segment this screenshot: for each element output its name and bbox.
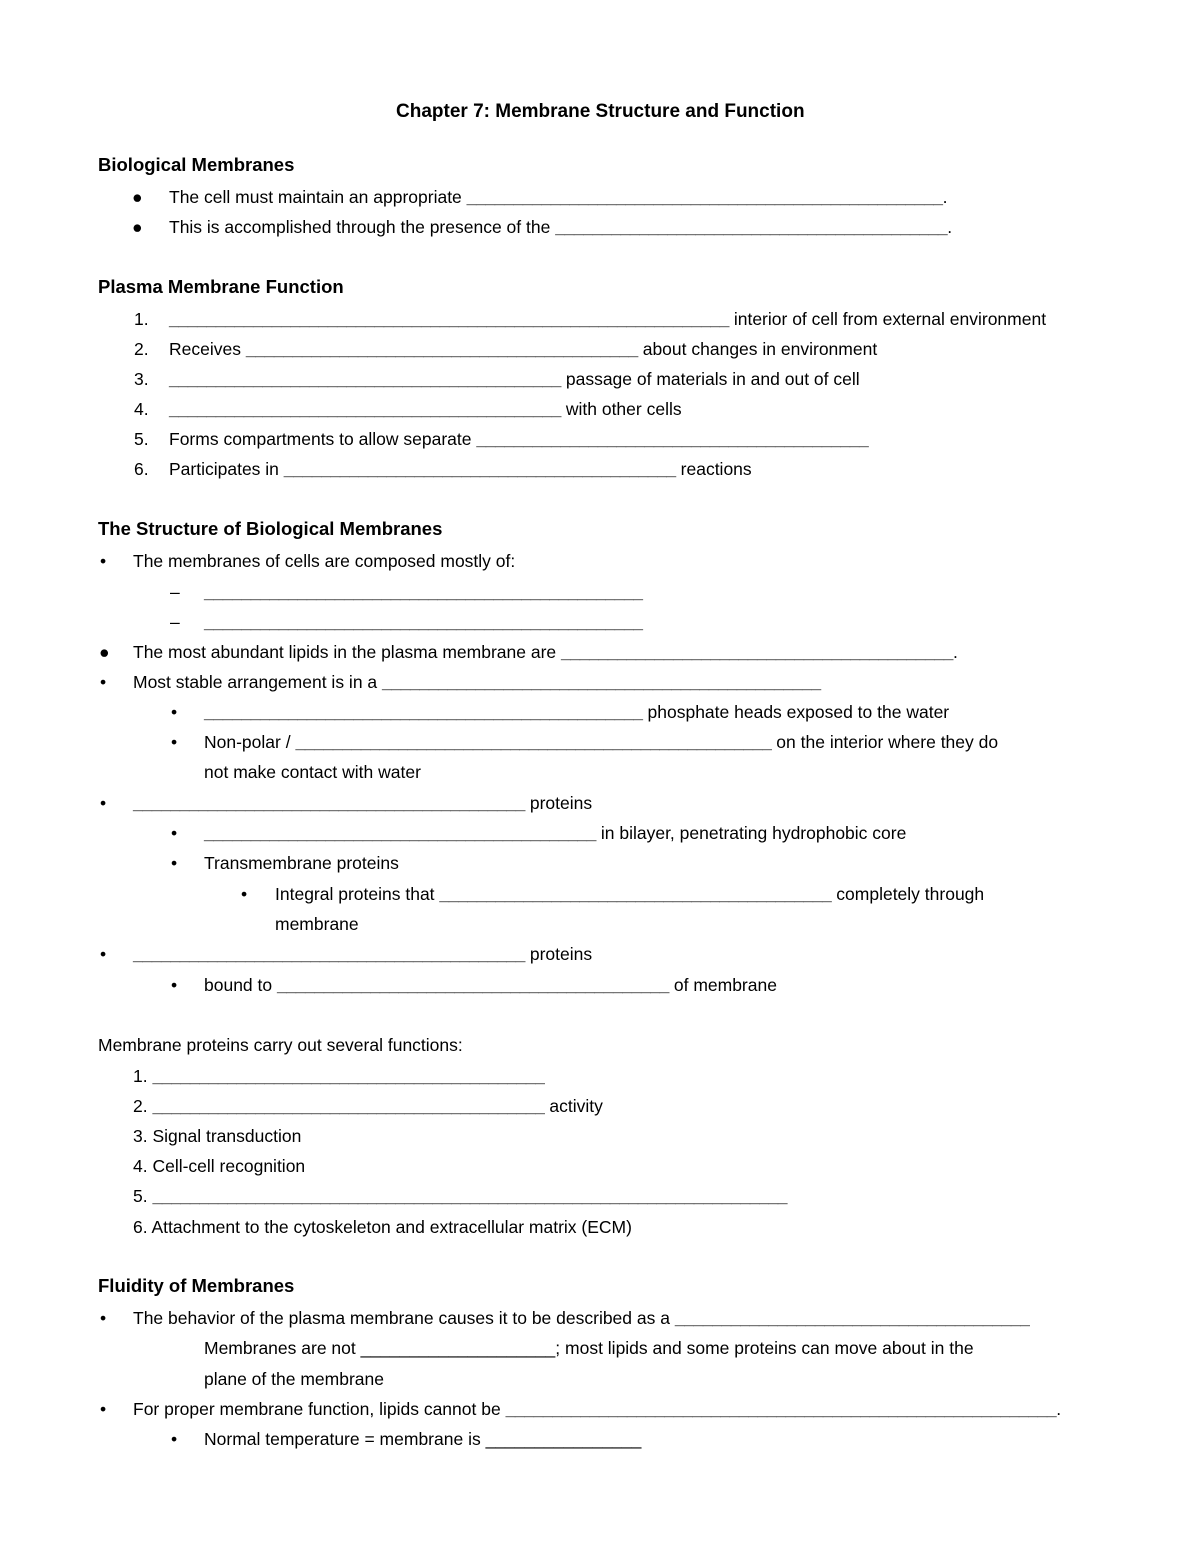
bullet: • — [171, 1429, 178, 1449]
bullet: • — [241, 884, 248, 904]
list-item: Normal temperature = membrane is ________________ — [204, 1429, 642, 1449]
list-item: This is accomplished through the presence of the __________________________________________. — [169, 217, 953, 237]
list-item: __________________________________________ proteins — [133, 944, 593, 964]
page-title: Chapter 7: Membrane Structure and Function — [396, 101, 805, 122]
bullet: • — [171, 853, 178, 873]
list-item — [204, 581, 643, 603]
fill-blank: __________________________________________ — [439, 884, 832, 904]
fill-blank: ___________________________________________________ — [466, 187, 943, 207]
fill-blank: __________________________________________ — [204, 823, 596, 843]
section-heading-fluidity: Fluidity of Membranes — [98, 1275, 295, 1296]
fill-blank: ______________________________________ — [674, 1308, 1030, 1328]
section-heading-plasma-membrane-function: Plasma Membrane Function — [98, 276, 344, 297]
list-number: 6. — [134, 459, 149, 479]
list-number: 3. — [134, 369, 149, 389]
bullet: • — [100, 551, 107, 571]
fill-blank: __________________________________________ — [561, 642, 954, 662]
list-item: 1. __________________________________________ — [133, 1066, 545, 1086]
fill-blank: ____________________ — [360, 1338, 556, 1358]
fill-blank: _______________________________________________ — [382, 672, 821, 692]
bullet: • — [171, 702, 178, 722]
fill-blank: ___________________________________________________ — [295, 732, 772, 752]
bullet: • — [171, 732, 178, 752]
fill-blank: __________________________________________ — [555, 217, 948, 237]
list-item: _______________________________________________ phosphate heads exposed to the water — [204, 702, 950, 722]
fill-blank: ________________ — [485, 1429, 642, 1449]
bullet: • — [100, 1399, 107, 1419]
list-item: bound to __________________________________________ of membrane — [204, 975, 777, 995]
list-item: For proper membrane function, lipids cannot be ___________________________________________________________. — [133, 1399, 1062, 1419]
list-item: The cell must maintain an appropriate ___________________________________________________. — [169, 187, 948, 207]
fill-blank: _______________________________________________ — [204, 612, 643, 632]
bullet: • — [100, 944, 107, 964]
list-item: __________________________________________ proteins — [133, 793, 593, 813]
list-item: __________________________________________ in bilayer, penetrating hydrophobic core — [204, 823, 907, 843]
fill-blank: ____________________________________________________________________ — [152, 1186, 788, 1206]
list-item: Non-polar / ___________________________________________________ on the interior where they do — [204, 732, 999, 752]
list-item: The behavior of the plasma membrane causes it to be described as a ______________________________________ — [133, 1308, 1030, 1328]
list-number: 2. — [134, 339, 149, 359]
section-heading-biological-membranes: Biological Membranes — [98, 154, 295, 175]
fill-blank: __________________________________________ — [277, 975, 669, 995]
list-item: The membranes of cells are composed mostly of: — [133, 551, 516, 571]
fill-blank: __________________________________________ — [245, 339, 638, 359]
fill-blank: ____________________________________________________________ — [169, 309, 729, 329]
list-item-continuation: membrane — [275, 914, 359, 934]
list-item: Forms compartments to allow separate __________________________________________ — [169, 429, 869, 449]
section-heading-structure: The Structure of Biological Membranes — [98, 518, 443, 539]
list-item: Most stable arrangement is in a _______________________________________________ — [133, 672, 821, 692]
fill-blank: _______________________________________________ — [204, 582, 643, 602]
bullet: ● — [99, 642, 110, 662]
fill-blank: _______________________________________________ — [204, 702, 643, 722]
list-item: ____________________________________________________________ interior of cell from external environment — [169, 309, 1047, 329]
dash-bullet: – — [170, 582, 180, 602]
list-item-continuation: plane of the membrane — [204, 1369, 384, 1389]
list-item: 3. Signal transduction — [133, 1126, 302, 1146]
list-item: Transmembrane proteins — [204, 853, 399, 873]
dash-bullet: – — [170, 612, 180, 632]
bullet: • — [100, 672, 107, 692]
list-item: 2. __________________________________________ activity — [133, 1096, 603, 1116]
list-item-continuation: Membranes are not ____________________; most lipids and some proteins can move about in the — [204, 1338, 974, 1358]
bullet: • — [171, 975, 178, 995]
list-item: 4. Cell-cell recognition — [133, 1156, 306, 1176]
fill-blank: __________________________________________ — [133, 944, 525, 964]
list-item: __________________________________________ passage of materials in and out of cell — [169, 369, 860, 389]
fill-blank: __________________________________________ — [133, 793, 525, 813]
fill-blank: __________________________________________ — [169, 369, 561, 389]
list-number: 1. — [134, 309, 149, 329]
bullet: • — [100, 793, 107, 813]
list-item-continuation: not make contact with water — [204, 762, 421, 782]
fill-blank: __________________________________________ — [152, 1066, 545, 1086]
list-item — [204, 611, 643, 633]
bullet: • — [171, 823, 178, 843]
fill-blank: __________________________________________ — [283, 459, 676, 479]
bullet: ● — [132, 187, 143, 207]
list-item: 5. ____________________________________________________________________ — [133, 1186, 788, 1206]
list-item: Receives __________________________________________ about changes in environment — [169, 339, 878, 359]
fill-blank: __________________________________________ — [476, 429, 869, 449]
list-item: The most abundant lipids in the plasma membrane are __________________________________________. — [133, 642, 958, 662]
paragraph: Membrane proteins carry out several functions: — [98, 1035, 463, 1055]
list-item: __________________________________________ with other cells — [169, 399, 682, 419]
bullet: ● — [132, 217, 143, 237]
list-item: 6. Attachment to the cytoskeleton and extracellular matrix (ECM) — [133, 1217, 632, 1237]
list-item: Participates in __________________________________________ reactions — [169, 459, 752, 479]
fill-blank: __________________________________________ — [152, 1096, 545, 1116]
bullet: • — [100, 1308, 107, 1328]
list-number: 4. — [134, 399, 149, 419]
list-number: 5. — [134, 429, 149, 449]
fill-blank: __________________________________________ — [169, 399, 561, 419]
list-item: Integral proteins that __________________________________________ completely through — [275, 884, 985, 904]
fill-blank: ___________________________________________________________ — [505, 1399, 1057, 1419]
